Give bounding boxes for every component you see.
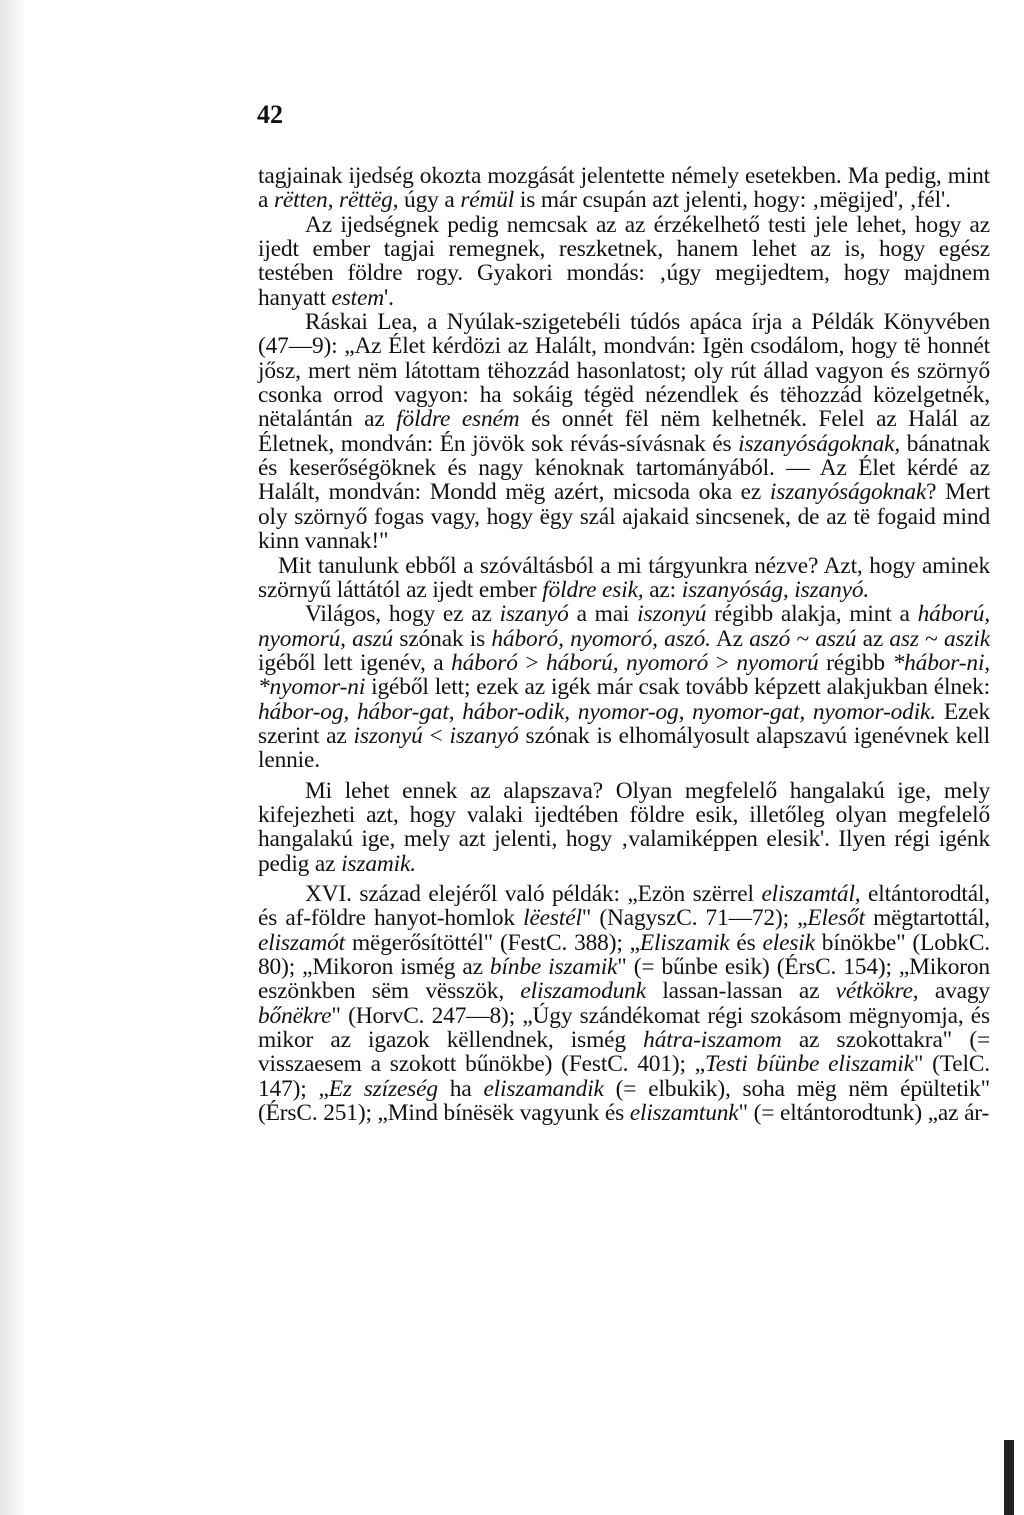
- italic-text-run: Elesőt: [807, 905, 865, 932]
- text-run: Az: [710, 625, 750, 652]
- italic-text-run: bínbe iszamik: [489, 954, 618, 980]
- italic-text-run: elesik: [762, 929, 815, 956]
- paragraph-5: [258, 602, 990, 772]
- italic-text-run: hátra-iszamom: [643, 1027, 782, 1054]
- text-run: a mai: [568, 601, 638, 628]
- italic-text-run: iszanyó: [449, 722, 519, 749]
- text-run: '.: [384, 284, 394, 311]
- text-run: eltántorodtál, és af-földre hanyot-homlok: [258, 880, 991, 932]
- italic-text-run: iszanyóságoknak: [769, 479, 927, 506]
- text-run: >: [708, 649, 737, 676]
- italic-text-run: rémül: [460, 187, 515, 214]
- text-run: az szokottakra" (= visszaesem a szokott bűnökbe) (FestC. 401); „: [258, 1027, 990, 1078]
- text-run: szónak is elhomályosult alapszavú igenévnek kell lennie.: [258, 722, 991, 774]
- italic-text-run: aszú: [815, 625, 857, 652]
- italic-text-run: eliszamodunk: [520, 978, 646, 1005]
- paragraph-7: [258, 882, 990, 1125]
- text-run: és onnét fël nëm kelhetnék. Felel az Halál az Életnek, mondván: Én jövök sok révás-sívásnak és: [258, 406, 991, 457]
- text-run: ~: [790, 625, 816, 652]
- text-run: Mit tanulunk ebből a szóváltásból a mi tárgyunkra nézve? Azt, hogy aminek szörnyű láttától az ijedt ember: [258, 552, 990, 603]
- text-run: <: [422, 722, 450, 749]
- italic-text-run: asz: [889, 625, 919, 652]
- italic-text-run: Ez szízeség: [328, 1075, 438, 1102]
- italic-text-run: eliszamtál,: [761, 880, 861, 907]
- text-run: bínökbe" (LobkC. 80); „Mikoron ismég az: [258, 929, 990, 980]
- page-number: 42: [257, 100, 283, 129]
- paragraph-6: [258, 779, 990, 876]
- text-run: és: [729, 929, 763, 956]
- text-run: régibb alakja, mint a: [706, 601, 918, 628]
- text-run: " (HorvC. 247—8); „Úgy szándékomat régi szokásom mëgnyomja, és mikor az igazok këllendnek, ismég: [258, 1002, 990, 1054]
- italic-text-run: nyomorú: [736, 649, 819, 676]
- text-run: bánatnak és keserőségöknek és nagy kénoknak tartományából. — Az Élet kérdé az Halált, mondván: Mondd mëg azért, micsoda oka ez: [258, 430, 990, 506]
- text-run: úgy a: [398, 187, 461, 214]
- text-run: szónak is: [393, 625, 492, 652]
- italic-text-run: vétkökre,: [835, 978, 919, 1005]
- text-run: lassan-lassan az: [645, 978, 836, 1005]
- italic-text-run: földre esném: [396, 406, 520, 433]
- italic-text-run: iszonyú: [353, 722, 423, 749]
- text-run: Ráskai Lea, a Nyúlak-szigetebéli túdós apáca írja a Példák Könyvében (47—9): „Az Élet kérdözi az Halált, mondván: Igën csodálom, hogy të honnét jősz, mert nëm látottam tëhozzád hasonlatost; oly rút állad vagyon és szörnyő csonka orrod vagyon: ha sokáig tégëd nézendlek és tëhozzád közelgetnék, nëtalántán az: [258, 309, 990, 433]
- text-run: XVI. század elejéről való példák: „Ezön szërrel: [305, 880, 762, 907]
- text-run: ha: [437, 1075, 484, 1102]
- scan-shadow: [0, 0, 26, 1515]
- italic-text-run: eliszamtunk: [629, 1100, 739, 1127]
- text-run: " (NagyszC. 71—72); „: [581, 905, 808, 932]
- italic-text-run: aszik: [943, 625, 991, 652]
- italic-text-run: Testi bíünbe eliszamik: [705, 1051, 914, 1078]
- paragraph-1: [258, 164, 990, 213]
- italic-text-run: iszamik.: [341, 850, 416, 877]
- text-run: Világos, hogy ez az: [305, 601, 500, 628]
- text-run: Az ijedségnek pedig nemcsak az az érzékelhető testi jele lehet, hogy az ijedt ember tagjai remegnek, reszketnek, hanem lehet az is, hogy egész testében földre rogy. Gyakori mondás: ‚úgy megijedtem, hogy majdnem hanyatt: [258, 211, 990, 311]
- text-run: " (TelC. 147); „: [258, 1051, 991, 1102]
- italic-text-run: lëestél: [523, 905, 582, 932]
- italic-text-run: földre esik,: [542, 576, 644, 603]
- text-run: az: [856, 625, 890, 652]
- paragraph-4: [258, 554, 990, 603]
- text-run: régibb: [818, 649, 893, 676]
- text-run: ~: [918, 625, 944, 652]
- italic-text-run: iszanyóságoknak,: [738, 430, 901, 457]
- text-run: is már csupán azt jelenti, hogy: ‚mëgijed', ‚fél'.: [514, 187, 951, 214]
- text-run: mëgtartottál,: [864, 905, 991, 932]
- italic-text-run: háború, nyomorú, aszú: [258, 601, 990, 652]
- italic-text-run: háború, nyomoró: [546, 649, 709, 676]
- text-run: igéből lett; ezek az igék már csak tovább képzett alakjukban élnek:: [365, 674, 990, 701]
- body-text: [258, 164, 990, 1125]
- italic-text-run: háboró: [451, 649, 518, 676]
- scan-artifact: [1004, 1440, 1014, 1515]
- italic-text-run: *hábor-ni, *nyomor-ni: [258, 649, 991, 701]
- italic-text-run: háboró, nyomoró, aszó.: [491, 625, 711, 652]
- text-run: " (= eltántorodtunk) „az ár-: [738, 1100, 990, 1127]
- italic-text-run: eliszamót: [258, 929, 346, 956]
- italic-text-run: estem: [331, 284, 385, 311]
- text-run: (= elbukik), soha mëg nëm épültetik" (ÉrsC. 251); „Mind bínësëk vagyunk és: [258, 1075, 990, 1127]
- text-run: >: [517, 649, 547, 676]
- text-run: mëgerősítöttél" (FestC. 388); „: [345, 929, 640, 956]
- paragraph-3: [258, 310, 990, 553]
- italic-text-run: iszanyó: [499, 601, 569, 628]
- text-run: Mi lehet ennek az alapszava? Olyan megfelelő hangalakú ige, mely kifejezheti azt, hogy valaki ijedtében földre esik, illetőleg olyan megfelelő hangalakú ige, mely azt jelenti, hogy ‚valamiképpen elesik'. Ilyen régi igénk pedig az: [258, 777, 990, 877]
- text-run: ? Mert oly szörnyő fogas vagy, hogy ëgy szál ajakaid sincsenek, de az të fogaid mind kinn vannak!": [258, 479, 990, 555]
- paragraph-2: [258, 213, 990, 310]
- italic-text-run: eliszamandik: [483, 1075, 604, 1102]
- italic-text-run: Eliszamik: [639, 929, 730, 956]
- italic-text-run: rëtten, rëttëg,: [273, 187, 399, 214]
- text-run: Ezek szerint az: [258, 698, 990, 749]
- italic-text-run: iszanyóság, iszanyó.: [681, 576, 870, 603]
- text-run: az:: [643, 576, 682, 603]
- text-run: " (= bűnbe esik) (ÉrsC. 154); „Mikoron eszönkben sëm vësszök,: [258, 954, 990, 1005]
- text-run: igéből lett igenév, a: [258, 649, 452, 676]
- italic-text-run: bőnëkre: [258, 1002, 332, 1029]
- text-run: tagjainak ijedség okozta mozgását jelentette némely esetekben. Ma pedig, mint a: [258, 163, 990, 214]
- italic-text-run: aszó: [749, 625, 791, 652]
- text-run: avagy: [918, 978, 990, 1005]
- italic-text-run: iszonyú: [637, 601, 707, 628]
- italic-text-run: hábor-og, hábor-gat, hábor-odik, nyomor-og, nyomor-gat, nyomor-odik.: [258, 698, 936, 725]
